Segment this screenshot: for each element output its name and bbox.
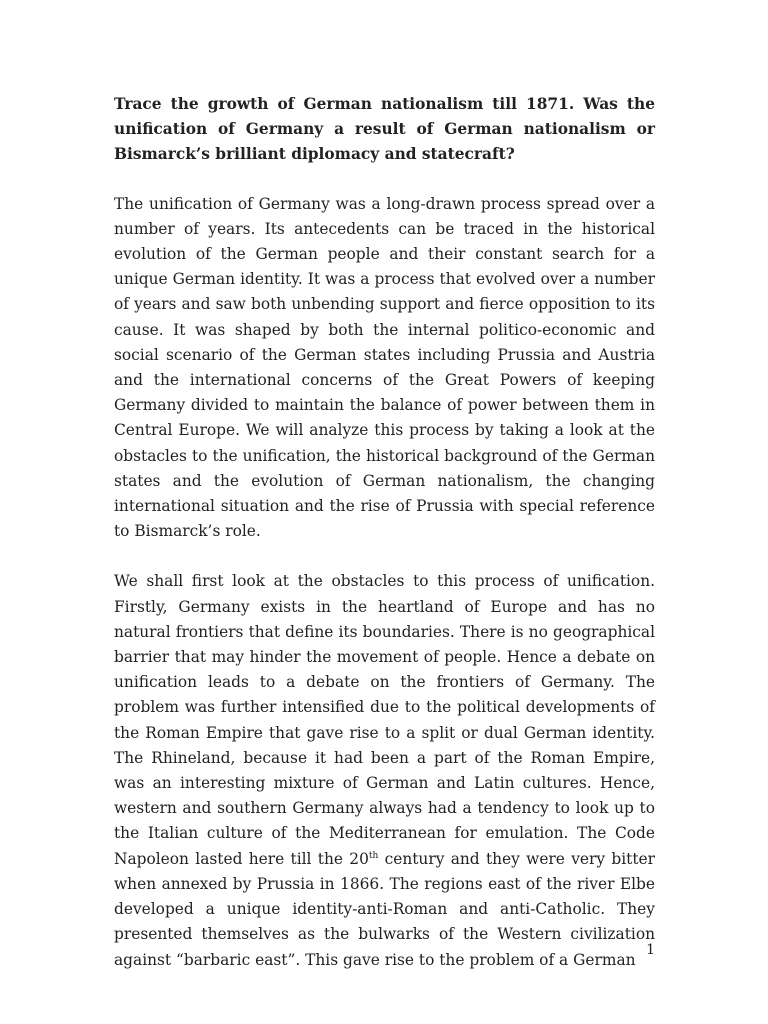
essay-question: Trace the growth of German nationalism till 1871. Was the unification of Germany a result of German nationalism or Bismarck’s brilliant diplomacy and statecraft? — [114, 95, 655, 164]
page-number: 1 — [646, 942, 655, 958]
ordinal-superscript: th — [368, 850, 379, 861]
paragraph-1: The unification of Germany was a long-drawn process spread over a number of years. Its antecedents can be traced in the historical evolution of the German people and their constant search for a unique German identity. It was a process that evolved over a number of years and saw both unbending support and fierce opposition to its cause. It was shaped by both the internal politico-economic and social scenario of the German states including Prussia and Austria and the international concerns of the Great Powers of keeping Germany divided to maintain the balance of power between them in Central Europe. We will analyze this process by taking a look at the obstacles to the unification, the historical background of the German states and the evolution of German nationalism, the changing international situation and the rise of Prussia with special reference to Bismarck’s role. — [114, 194, 655, 541]
paragraph-2-part-2: century and they were very bitter when annexed by Prussia in 1866. The regions east of the river Elbe developed a unique identity-anti-Roman and anti-Catholic. They presented themselves as the bulwarks of the Western civilization against “barbaric east”. This gave rise to the problem of a German — [114, 849, 655, 969]
paragraph-2-part-1: We shall first look at the obstacles to this process of unification. Firstly, Germany exists in the heartland of Europe and has no natural frontiers that define its boundaries. There is no geographical barrier that may hinder the movement of people. Hence a debate on unification leads to a debate on the frontiers of Germany. The problem was further intensified due to the political developments of the Roman Empire that gave rise to a split or dual German identity. The Rhineland, because it had been a part of the Roman Empire, was an interesting mixture of German and Latin cultures. Hence, western and southern Germany always had a tendency to look up to the Italian culture of the Mediterranean for emulation. The Code Napoleon lasted here till the 20 — [114, 572, 655, 868]
paragraph-2 — [114, 569, 655, 972]
document-body — [114, 92, 655, 998]
